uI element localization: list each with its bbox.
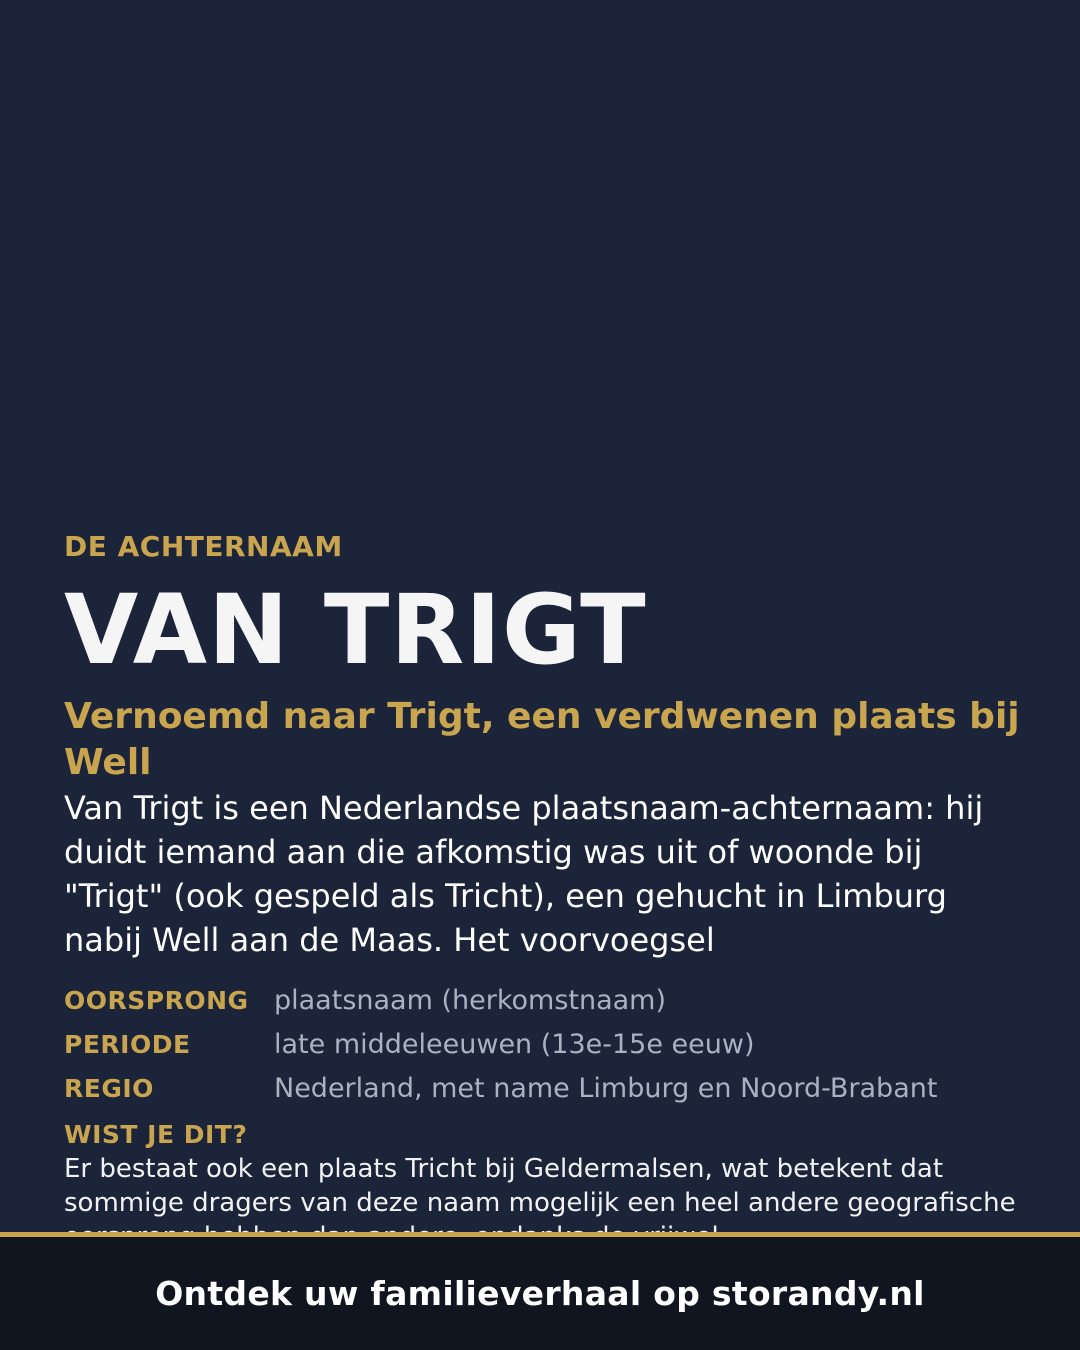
eyebrow-label: DE ACHTERNAAM [64, 530, 343, 563]
did-you-know-text: Er bestaat ook een plaats Tricht bij Geldermalsen, wat betekent dat sommige dragers van deze naam mogelijk een heel andere geografische [64, 1154, 1016, 1218]
footer-cta-text[interactable]: Ontdek uw familieverhaal op storandy.nl [155, 1274, 925, 1313]
did-you-know-title: WIST JE DIT? [64, 1120, 248, 1149]
footer-banner [0, 1232, 1080, 1350]
fact-value: plaatsnaam (herkomstnaam) [274, 984, 667, 1016]
fact-label: REGIO [64, 1073, 154, 1103]
fact-row-region [64, 1066, 1028, 1110]
facts-list [64, 978, 1028, 1110]
surname-card [64, 528, 1028, 1254]
surname-subtitle: Vernoemd naar Trigt, een verdwenen plaats bij Well [64, 696, 1020, 783]
fact-label: PERIODE [64, 1029, 191, 1059]
fact-label: OORSPRONG [64, 985, 249, 1015]
surname-title: VAN TRIGT [64, 574, 647, 686]
description-text: Van Trigt is een Nederlandse plaatsnaam-achternaam: hij duidt iemand aan die afkomstig was uit of woonde bij "Trigt" (ook gespeld als Tricht), een gehucht in Limburg nabij Well aan de Maas. Het voorvoegsel [64, 789, 984, 959]
fact-value: Nederland, met name Limburg en Noord-Brabant [274, 1072, 938, 1104]
fact-row-origin [64, 978, 1028, 1022]
fact-row-period [64, 1022, 1028, 1066]
fact-value: late middeleeuwen (13e-15e eeuw) [274, 1028, 755, 1060]
